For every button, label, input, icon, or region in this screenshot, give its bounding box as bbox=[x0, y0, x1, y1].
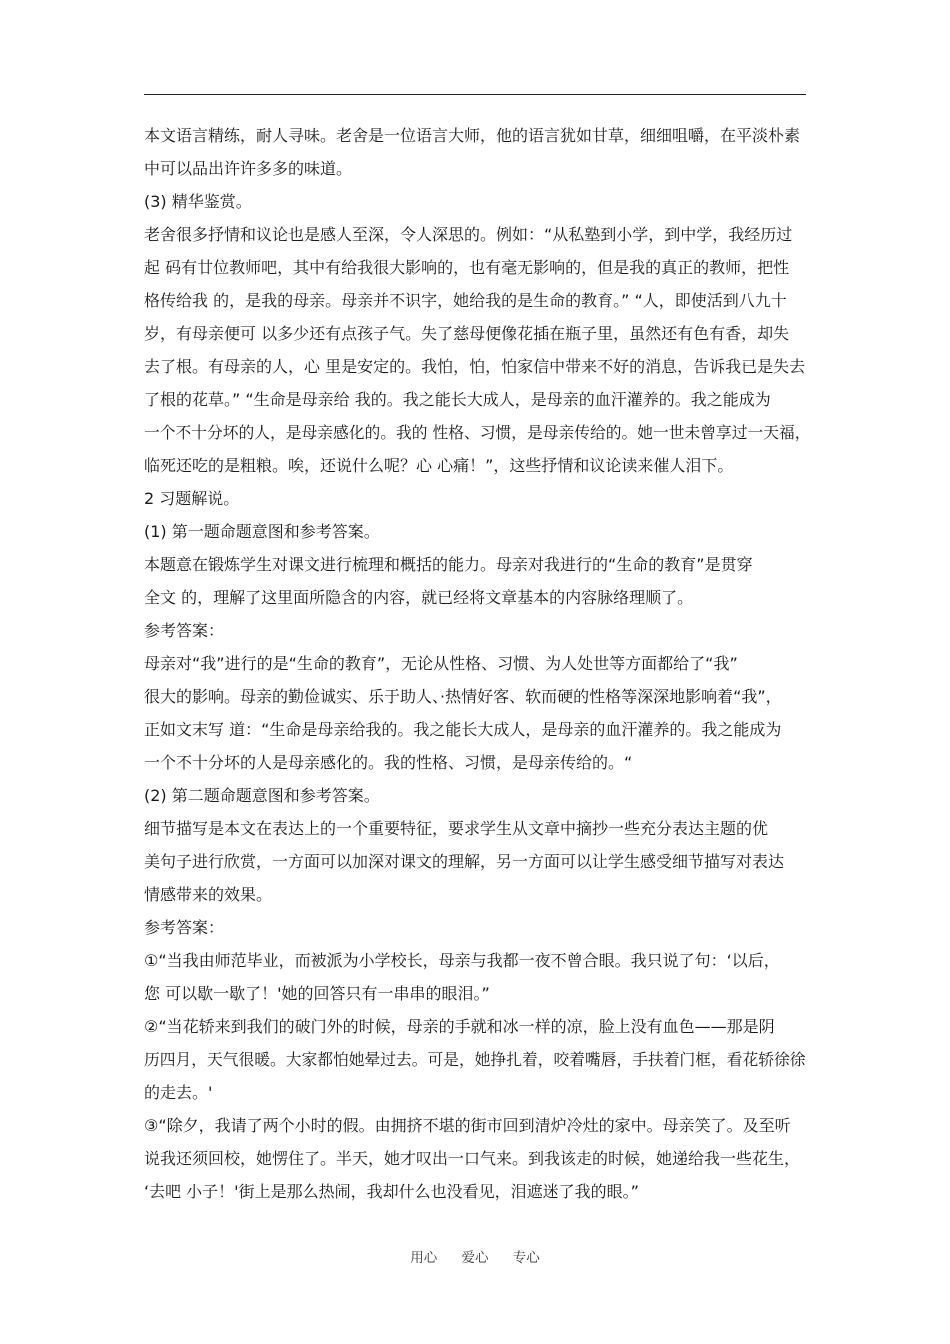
text-line: 格传给我 的，是我的母亲。母亲并不识字，她给我的是生命的教育。” “人，即使活到八九十 bbox=[144, 291, 787, 310]
answer-label: 参考答案： bbox=[144, 918, 225, 937]
text-line: 一个不十分坏的人，是母亲感化的。我的 性格、习惯，是母亲传给的。她一世未曾享过一天福， bbox=[144, 423, 811, 442]
section-heading: (3) 精华鉴赏。 bbox=[144, 192, 252, 211]
text-line: 一个不十分坏的人是母亲感化的。我的性格、习惯，是母亲传给的。“ bbox=[144, 753, 633, 772]
text-line: ③“除夕，我请了两个小时的假。由拥挤不堪的街市回到清炉冷灶的家中。母亲笑了。及至听 bbox=[144, 1116, 791, 1135]
text-line: 中可以品出许许多多的味道。 bbox=[144, 159, 353, 178]
footer-item: 用心 bbox=[410, 1250, 438, 1266]
text-line: 历四月，天气很暖。大家都怕她晕过去。可是，她挣扎着，咬着嘴唇，手扶着门框，看花轿徐徐 bbox=[144, 1050, 806, 1069]
text-line: ①“当我由师范毕业，而被派为小学校长，母亲与我都一夜不曾合眼。我只说了句：‘以后， bbox=[144, 951, 780, 970]
footer-item: 爱心 bbox=[461, 1250, 489, 1266]
document-body bbox=[144, 119, 812, 1208]
section-heading: (1) 第一题命题意图和参考答案。 bbox=[144, 522, 380, 541]
text-line: 了根的花草。” “生命是母亲给 我的。我之能长大成人，是母亲的血汗灌养的。我之能成为 bbox=[144, 390, 771, 409]
text-line: 本文语言精练，耐人寻味。老舍是一位语言大师，他的语言犹如甘草，细细咀嚼，在平淡朴素 bbox=[144, 126, 801, 145]
text-line: 说我还须回校，她愣住了。半天，她才叹出一口气来。到我该走的时候，她递给我一些花生， bbox=[144, 1149, 801, 1168]
text-line: 去了根。有母亲的人，心 里是安定的。我怕，怕，怕家信中带来不好的消息，告诉我已是失去 bbox=[144, 357, 806, 376]
text-line: 母亲对“我”进行的是“生命的教育”，无论从性格、习惯、为人处世等方面都给了“我” bbox=[144, 654, 738, 673]
text-line: 美句子进行欣赏，一方面可以加深对课文的理解，另一方面可以让学生感受细节描写对表达 bbox=[144, 852, 785, 871]
text-line: 的走去。' bbox=[144, 1083, 213, 1102]
text-line: 很大的影响。母亲的勤俭诚实、乐于助人、·热情好客、软而硬的性格等深深地影响着“我”， bbox=[144, 687, 782, 706]
text-line: ‘去吧 小子！'街上是那么热闹，我却什么也没看见，泪遮迷了我的眼。” bbox=[144, 1182, 639, 1201]
text-line: 岁，有母亲便可 以多少还有点孩子气。失了慈母便像花插在瓶子里，虽然还有色有香，却失 bbox=[144, 324, 790, 343]
text-line: ②“当花轿来到我们的破门外的时候，母亲的手就和冰一样的凉，脸上没有血色——那是阴 bbox=[144, 1017, 775, 1036]
answer-label: 参考答案： bbox=[144, 621, 225, 640]
page-footer bbox=[0, 1246, 950, 1266]
text-line: 本题意在锻炼学生对课文进行梳理和概括的能力。母亲对我进行的“生命的教育”是贯穿 bbox=[144, 555, 753, 574]
text-line: 临死还吃的是粗粮。唉，还说什么呢？心 心痛！”，这些抒情和议论读来催人泪下。 bbox=[144, 456, 734, 475]
text-line: 老舍很多抒情和议论也是感人至深，令人深思的。例如：“从私塾到小学，到中学，我经历过 bbox=[144, 225, 793, 244]
section-heading: 2 习题解说。 bbox=[144, 489, 240, 508]
footer-item: 专心 bbox=[512, 1250, 540, 1266]
text-line: 起 码有廿位教师吧，其中有给我很大影响的，也有毫无影响的，但是我的真正的教师，把性 bbox=[144, 258, 790, 277]
text-line: 全文 的，理解了这里面所隐含的内容，就已经将文章基本的内容脉络理顺了。 bbox=[144, 588, 694, 607]
text-line: 正如文末写 道：“生命是母亲给我的。我之能长大成人，是母亲的血汗灌养的。我之能成为 bbox=[144, 720, 782, 739]
text-line: 情感带来的效果。 bbox=[144, 885, 273, 904]
section-heading: (2) 第二题命题意图和参考答案。 bbox=[144, 786, 380, 805]
text-line: 您 可以歇一歇了！'她的回答只有一串串的眼泪。” bbox=[144, 984, 490, 1003]
text-line: 细节描写是本文在表达上的一个重要特征，要求学生从文章中摘抄一些充分表达主题的优 bbox=[144, 819, 769, 838]
header-rule bbox=[144, 94, 806, 95]
